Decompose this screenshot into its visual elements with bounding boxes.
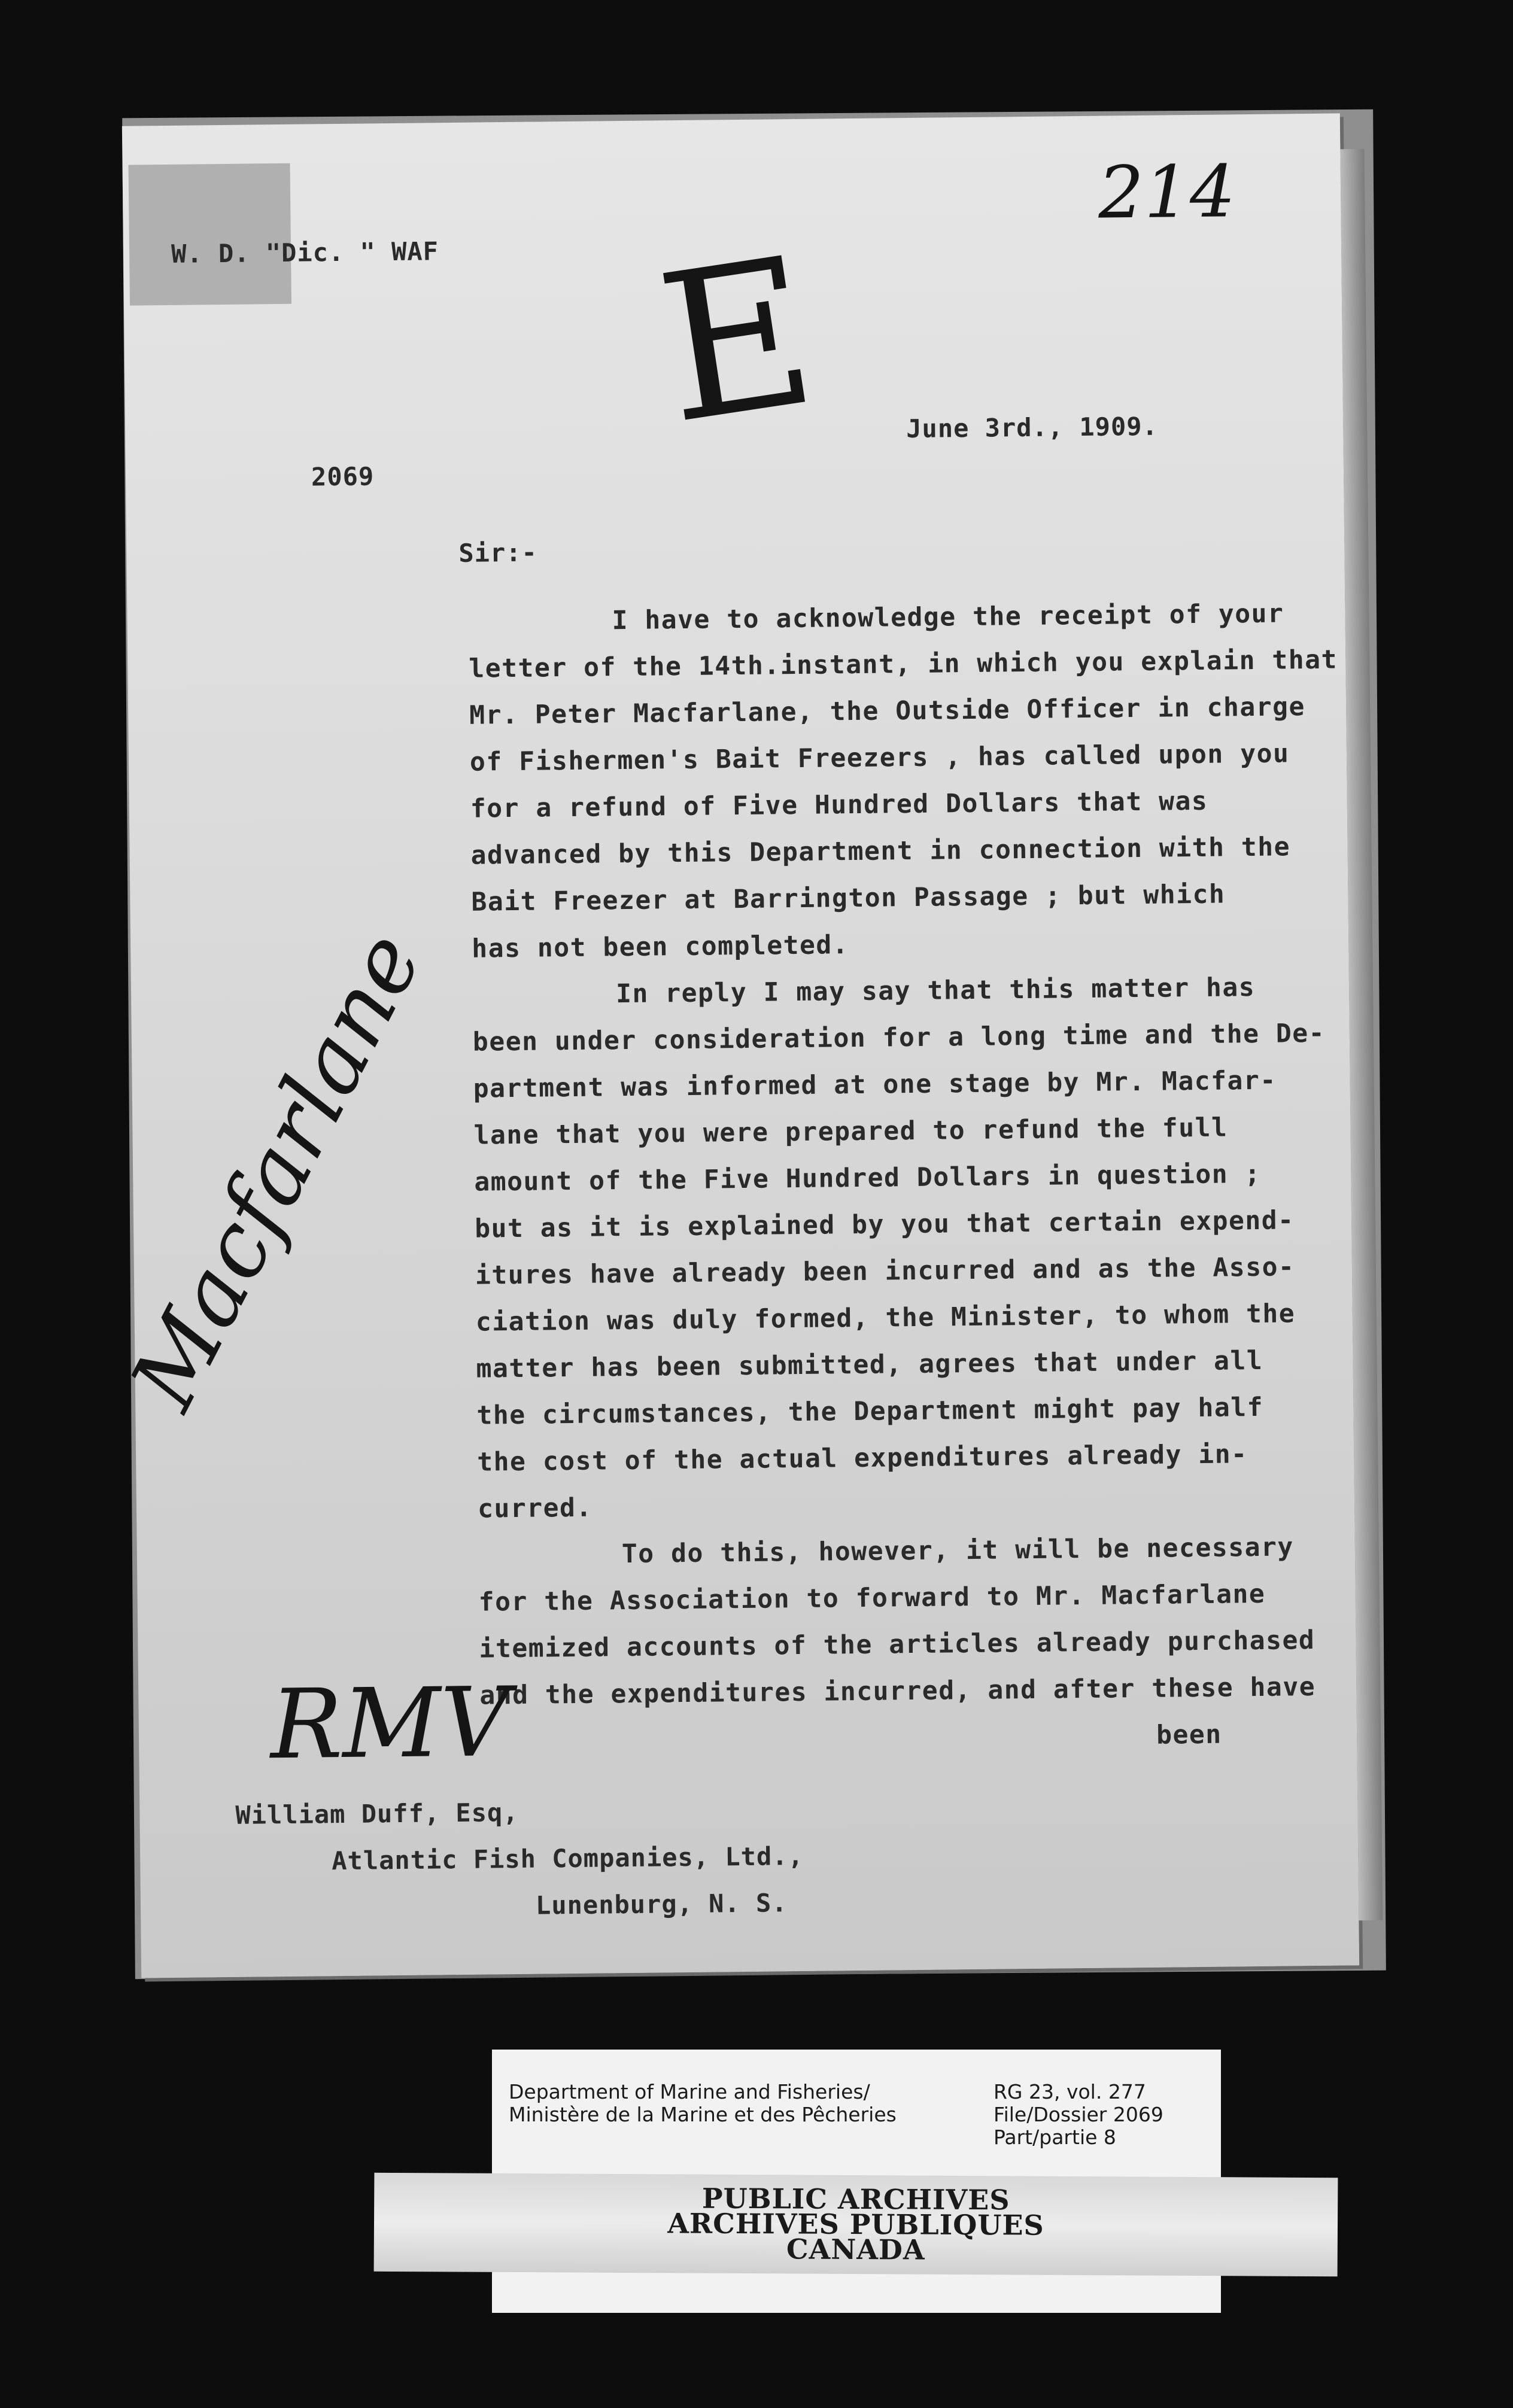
- body-line: matter has been submitted, agrees that under all: [476, 1345, 1263, 1384]
- salutation: Sir:-: [458, 537, 538, 568]
- body-line: the circumstances, the Department might pay half: [476, 1392, 1264, 1431]
- archives-line-3: CANADA: [786, 2233, 925, 2266]
- body-line: Mr. Peter Macfarlane, the Outside Officer in charge: [469, 692, 1306, 731]
- body-line: partment was informed at one stage by Mr. Macfar-: [473, 1065, 1277, 1104]
- body-line: ciation was duly formed, the Minister, to whom the: [475, 1299, 1296, 1337]
- handwritten-mark: E: [646, 212, 829, 470]
- archive-file: File/Dossier 2069: [994, 2103, 1163, 2126]
- body-line: been: [1156, 1719, 1222, 1750]
- body-line: for a refund of Five Hundred Dollars that was: [470, 786, 1208, 824]
- body-line: Bait Freezer at Barrington Passage ; but which: [471, 879, 1226, 917]
- body-line: of Fishermen's Bait Freezers , has called upon you: [469, 738, 1290, 777]
- department-english: Department of Marine and Fisheries/: [509, 2080, 870, 2103]
- initials-signature: RMV: [269, 1666, 511, 1781]
- archive-volume: RG 23, vol. 277: [994, 2080, 1146, 2103]
- body-line: curred.: [477, 1492, 593, 1524]
- body-line: advanced by this Department in connection with the: [470, 832, 1291, 871]
- body-line: letter of the 14th.instant, in which you explain that: [469, 644, 1338, 684]
- addressee-name: William Duff, Esq,: [235, 1797, 519, 1830]
- body-line: lane that you were prepared to refund the full: [473, 1112, 1228, 1151]
- body-line: for the Association to forward to Mr. Macfarlane: [478, 1579, 1266, 1618]
- archives-line-2: ARCHIVES PUBLIQUES: [667, 2207, 1044, 2242]
- file-number: 2069: [311, 461, 375, 492]
- body-line: has not been completed.: [472, 930, 849, 964]
- reference-code: W. D. "Dic. " WAF: [171, 236, 439, 269]
- body-line: itemized accounts of the articles already purchased: [479, 1625, 1315, 1664]
- addressee-company: Atlantic Fish Companies, Ltd.,: [331, 1841, 804, 1876]
- letter-date: June 3rd., 1909.: [906, 411, 1159, 444]
- body-line: and the expenditures incurred, and after these have: [479, 1672, 1316, 1711]
- archive-part: Part/partie 8: [994, 2126, 1116, 2149]
- body-line: To do this, however, it will be necessary: [621, 1532, 1295, 1570]
- body-line: In reply I may say that this matter has: [615, 972, 1256, 1010]
- addressee-location: Lunenburg, N. S.: [535, 1888, 788, 1920]
- body-line: but as it is explained by you that certain expend-: [474, 1205, 1295, 1244]
- body-line: amount of the Five Hundred Dollars in question ;: [474, 1159, 1262, 1197]
- body-line: the cost of the actual expenditures already in-: [477, 1439, 1248, 1477]
- margin-signature: Macfarlane: [111, 916, 442, 1425]
- body-line: been under consideration for a long time and the De-: [472, 1018, 1326, 1057]
- reference-stamp-area: [129, 163, 291, 306]
- body-line: itures have already been incurred and as the Asso-: [475, 1252, 1295, 1291]
- department-french: Ministère de la Marine et des Pêcheries: [509, 2103, 897, 2126]
- page-number: 214: [1098, 150, 1236, 235]
- archives-line-1: PUBLIC ARCHIVES: [701, 2182, 1010, 2217]
- body-line: I have to acknowledge the receipt of your: [612, 598, 1284, 636]
- public-archives-stamp: [374, 2173, 1338, 2276]
- letter-page: [111, 113, 1359, 1978]
